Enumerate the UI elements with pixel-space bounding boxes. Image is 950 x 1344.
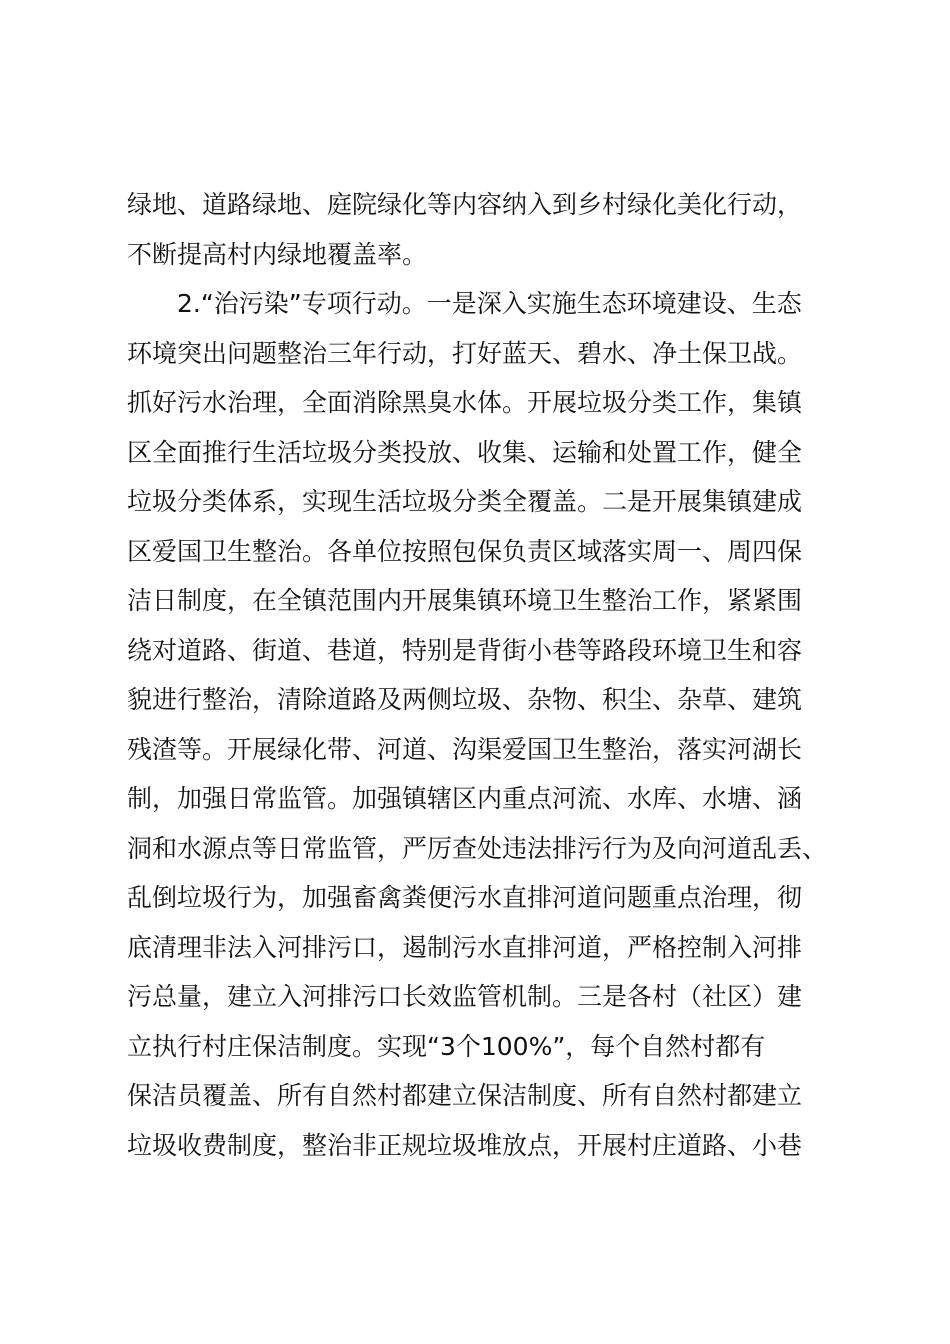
text-line: 不断提高村内绿地覆盖率。 — [127, 239, 428, 269]
text-line: 貌进行整治，清除道路及两侧垃圾、杂物、积尘、杂草、建筑 — [127, 685, 803, 714]
body-text — [127, 180, 847, 1170]
text-line: 区全面推行生活垃圾分类投放、收集、运输和处置工作，健全 — [127, 437, 803, 467]
text-line: 区爱国卫生整治。各单位按照包保负责区域落实周一、周四保 — [127, 536, 803, 566]
text-line: 乱倒垃圾行为，加强畜禽粪便污水直排河道问题重点治理，彻 — [127, 883, 803, 912]
text-line: 绕对道路、街道、巷道，特别是背街小巷等路段环境卫生和容 — [127, 635, 803, 665]
text-line: 污总量，建立入河排污口长效监管机制。三是各村（社区）建 — [127, 982, 803, 1011]
text-line: 洁日制度，在全镇范围内开展集镇环境卫生整治工作，紧紧围 — [127, 586, 803, 615]
text-line: 环境突出问题整治三年行动，打好蓝天、碧水、净土保卫战。 — [127, 338, 803, 368]
text-line: 洞和水源点等日常监管，严厉查处违法排污行为及向河道乱丢、 — [127, 833, 828, 863]
text-line: 抓好污水治理，全面消除黑臭水体。开展垃圾分类工作，集镇 — [127, 388, 803, 417]
text-line: 残渣等。开展绿化带、河道、沟渠爱国卫生整治，落实河湖长 — [127, 734, 803, 764]
text-line: 垃圾收费制度，整治非正规垃圾堆放点，开展村庄道路、小巷 — [127, 1130, 803, 1160]
text-line: 绿地、道路绿地、庭院绿化等内容纳入到乡村绿化美化行动， — [127, 190, 803, 219]
text-line: 底清理非法入河排污口，遏制污水直排河道，严格控制入河排 — [127, 932, 803, 962]
text-line: 保洁员覆盖、所有自然村都建立保洁制度、所有自然村都建立 — [127, 1081, 803, 1110]
text-line: 垃圾分类体系，实现生活垃圾分类全覆盖。二是开展集镇建成 — [127, 487, 803, 516]
text-line: 制，加强日常监管。加强镇辖区内重点河流、水库、水塘、涵 — [127, 784, 803, 813]
text-line: 立执行村庄保洁制度。实现“3个100%”，每个自然村都有 — [127, 1031, 766, 1061]
text-line: 2.“治污染”专项行动。一是深入实施生态环境建设、生态 — [177, 289, 802, 318]
